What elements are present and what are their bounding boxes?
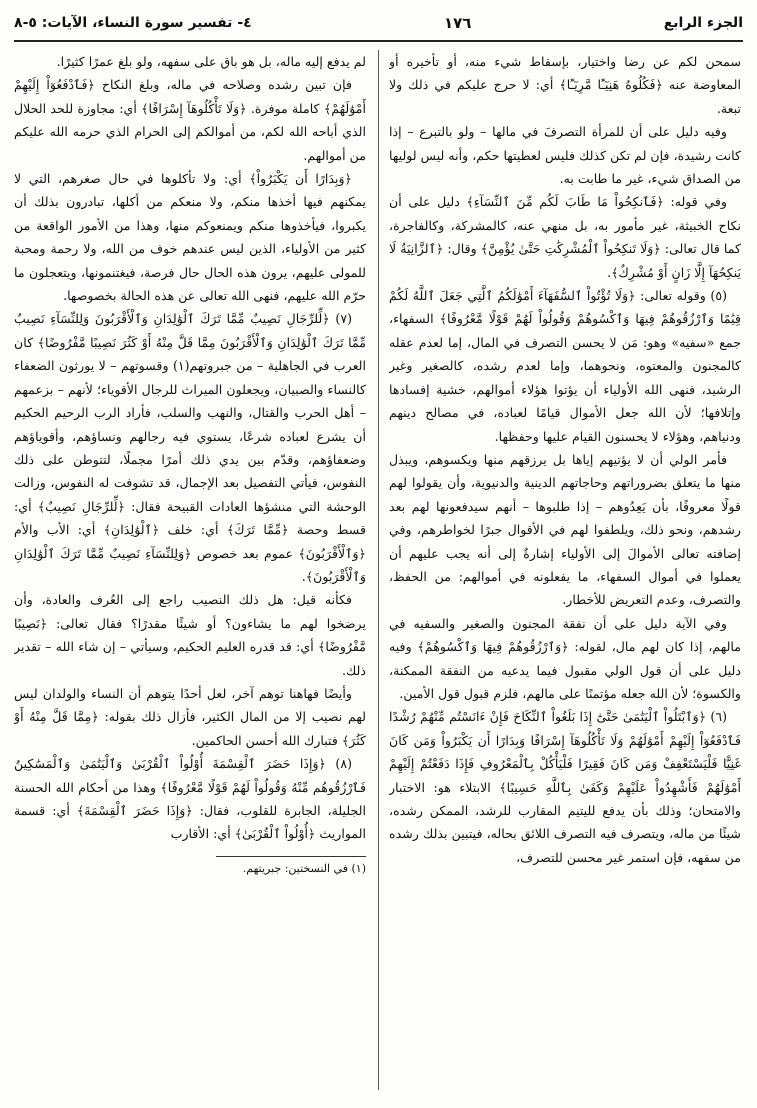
paragraph: (٧) ﴿لِّلرِّجَالِ نَصِيبٌ مِّمَّا تَرَكَ ٱلْوَٰلِدَانِ وَٱلْأَقْرَبُونَ وَلِلنِّسَآءِ نَصِيبٌ مِّمَّا تَرَكَ ٱلْوَٰلِدَانِ وَٱلْأَقْرَبُونَ مِمَّا قَلَّ مِنْهُ أَوْ كَثُرَ نَصِيبًا مَّفْرُوضًا﴾ كان العرب في الجاهلية – من جبروتهم(١) وقسوتهم – لا يورثون الضعفاء كالنساء والصبيان، ويجعلون الميراث للرجال الأقوياء؛ لأنهم – بزعمهم – أهل الحرب والقتال، والنهب والسلب، فأراد الرب الرحيم الحكيم أن يشرع لعباده شرعًا، يستوي فيه رجالهم ونساؤهم، وأقوياؤهم وضعفاؤهم، وقدّم بين يدي ذلك أمرًا مجملًا، لتتوطن على ذلك النفوس، فيأتي التفصيل بعد الإجمال، قد تشوفت له النفوس، وزالت الوحشة التي منشؤها العادات القبيحة فقال: ﴿لِّلرِّجَالِ نَصِيبٌ﴾ أي: قسط وحصة ﴿مِّمَّا تَرَكَ﴾ أي: خلف ﴿ٱلْوَٰلِدَانِ﴾ أي: الأب والأم ﴿وَٱلْأَقْرَبُونَ﴾ عموم بعد خصوص ﴿وَلِلنِّسَآءِ نَصِيبٌ مِّمَّا تَرَكَ ٱلْوَٰلِدَانِ وَٱلْأَقْرَبُونَ﴾. xyxy=(14,311,366,584)
footnote: (١) في النسختين: جبريتهم. xyxy=(242,861,366,875)
paragraph: وفي قوله: ﴿فَٱنكِحُواْ مَا طَابَ لَكُم مِّنَ ٱلنِّسَآءِ﴾ دليل على أن نكاح الخبيثة، غير مأمور به، بل منهي عنه، كالمشركة، وكالفاجرة، كما قال تعالى: ﴿وَلَا تَنكِحُواْ ٱلْمُشْرِكَٰتِ حَتَّىٰ يُؤْمِنَّ﴾ وقال: ﴿ٱلزَّانِيَةُ لَا يَنكِحُهَآ إِلَّا زَانٍ أَوْ مُشْرِكٌ﴾. xyxy=(389,194,741,280)
paragraph: وفي الآية دليل على أن نفقة المجنون والصغير والسفيه في مالهم، إذا كان لهم مال، لقوله: ﴿وَٱرْزُقُوهُمْ فِيهَا وَٱكْسُوهُمْ﴾ وفيه دليل على أن قول الولي مقبول فيما يدعيه من النفقة الممكنة، والكسوة؛ لأن الله جعله مؤتمنًا على مالهم، فلزم قبول قول الأمين. xyxy=(389,615,741,701)
running-title-left: ٤- تفسير سورة النساء، الآيات: ٥-٨ xyxy=(14,15,252,31)
column-divider xyxy=(378,50,379,1090)
paragraph: سمحن لكم عن رضا واختيار، بإسقاط شيء منه، أو تأخيره أو المعاوضة عنه ﴿فَكُلُوهُ هَنِيٓـًٔا مَّرِيٓـًٔا﴾ أي: لا حرج عليكم في ذلك ولا تبعة. xyxy=(389,54,741,116)
paragraph: (٨) ﴿وَإِذَا حَضَرَ ٱلْقِسْمَةَ أُوْلُواْ ٱلْقُرْبَىٰ وَٱلْيَتَٰمَىٰ وَٱلْمَسَٰكِينُ فَٱرْزُقُوهُم مِّنْهُ وَقُولُواْ لَهُمْ قَوْلًا مَّعْرُوفًا﴾ وهذا من أحكام الله الحسنة الجليلة، الجابرة للقلوب، فقال: ﴿وَإِذَا حَضَرَ ٱلْقِسْمَةَ﴾ أي: قسمة المواريث ﴿أُوْلُواْ ٱلْقُرْبَىٰ﴾ أي: الأقارب xyxy=(14,756,366,842)
paragraph: لم يدفع إليه ماله، بل هو باق على سفهه، ولو بلغ عمرًا كثيرًا. xyxy=(56,54,366,69)
page-number: ١٧٦ xyxy=(443,14,472,32)
paragraph: فإن تبين رشده وصلاحه في ماله، وبلغ النكاح ﴿فَٱدْفَعُوٓاْ إِلَيْهِمْ أَمْوَٰلَهُمْ﴾ كاملة موفرة. ﴿وَلَا تَأْكُلُوهَآ إِسْرَافًا﴾ أي: مجاوزة للحد الحلال الذي أباحه الله لكم، من أموالكم إلى الحرام الذي حرمه الله عليكم من أموالهم. xyxy=(14,77,366,163)
header-rule xyxy=(14,40,743,42)
paragraph: وفيه دليل على أن للمرأة التصرفَ في مالها – ولو بالتبرع – إذا كانت رشيدة، فإن لم تكن كذلك فليس لعطيتها حكم، وأنه ليس لوليها من الصداق شيء، غير ما طابت به. xyxy=(389,124,741,187)
left-column xyxy=(14,50,366,1090)
paragraph: (٦) ﴿وَٱبْتَلُواْ ٱلْيَتَٰمَىٰ حَتَّىٰٓ إِذَا بَلَغُواْ ٱلنِّكَاحَ فَإِنْ ءَانَسْتُم مِّنْهُمْ رُشْدًا فَٱدْفَعُوٓاْ إِلَيْهِمْ أَمْوَٰلَهُمْ وَلَا تَأْكُلُوهَآ إِسْرَافًا وَبِدَارًا أَن يَكْبَرُواْ وَمَن كَانَ غَنِيًّا فَلْيَسْتَعْفِفْ وَمَن كَانَ فَقِيرًا فَلْيَأْكُلْ بِٱلْمَعْرُوفِ فَإِذَا دَفَعْتُمْ إِلَيْهِمْ أَمْوَٰلَهُمْ فَأَشْهِدُواْ عَلَيْهِمْ وَكَفَىٰ بِٱللَّهِ حَسِيبًا﴾ الابتلاء هو: الاختبار والامتحان؛ وذلك بأن يدفع لليتيم المقارب للرشد، الممكن رشده، شيئًا من ماله، ويتصرف فيه التصرف اللائق بحاله، فيتبين بذلك رشده من سفهه، فإن استمر غير محسن للتصرف، xyxy=(389,709,741,865)
paragraph: فأمر الولي أن لا يؤتيهم إياها بل يرزقهم منها ويكسوهم، ويبذل منها ما يتعلق بضروراتهم وحاجاتهم الدينية والدنيوية، وأن يقولوا لهم قولًا معروفًا، بأن يَعِدُوهم – إذا طلبوها – أنهم سيدفعونها لهم بعد رشدهم، ونحو ذلك، ويلطفوا لهم في الأقوال جبرًا لخواطرهم، وفي إضافته تعالى الأموالَ إلى الأولياء إشارةٌ إلى أنه يجب عليهم أن يعملوا في أموال السفهاء، ما يفعلونه في أموالهم: من الحفظ، والتصرف، وعدم التعريض للأخطار. xyxy=(389,451,741,608)
paragraph: ﴿وَبِدَارًا أَن يَكْبَرُواْ﴾ أي: ولا تأكلوها في حال صغرهم، التي لا يمكنهم فيها أخذها منكم، ولا منعكم من أكلها، تبادرون بذلك أن يكبروا، فيأخذوها منكم ويمنعوكم منها، وهذا من الأمور الواقعة من كثير من الأولياء، الذين ليس عندهم خوف من الله، ولا رحمة ومحبة للمولى عليهم، يرون هذه الحال حال فرصة، فيغتنمونها، ويتعجلون ما حرّم الله عليهم، فنهى الله تعالى عن هذه الحالة بخصوصها. xyxy=(14,171,366,304)
page-header xyxy=(14,10,743,36)
paragraph: (٥) وقوله تعالى: ﴿وَلَا تُؤْتُواْ ٱلسُّفَهَآءَ أَمْوَٰلَكُمُ ٱلَّتِي جَعَلَ ٱللَّهُ لَكُمْ قِيَٰمًا وَٱرْزُقُوهُمْ فِيهَا وَٱكْسُوهُمْ وَقُولُواْ لَهُمْ قَوْلًا مَّعْرُوفًا﴾ السفهاء، جمع «سفيه» وهو: مَن لا يحسن التصرف في المال، إما لعدم عقله كالمجنون والمعتوه، ونحوهما، وإما لعدم رشده، كالصغير وغير الرشيد، فنهى الله الأولياء أن يؤتوا هؤلاء أموالهم، خشية إفسادها وإتلافها؛ لأن الله جعل الأموال قيامًا لعباده، في مصالح دينهم ودنياهم، وهؤلاء لا يحسنون القيام عليها وحفظها. xyxy=(389,288,741,444)
paragraph: وأيضًا فهاهنا توهم آخر، لعل أحدًا يتوهم أن النساء والولدان ليس لهم نصيب إلا من المال الكثير، فأزال ذلك بقوله: ﴿مِمَّا قَلَّ مِنْهُ أَوْ كَثُرَ﴾ فتبارك الله أحسن الحاكمين. xyxy=(14,685,366,748)
running-title-right: الجزء الرابع xyxy=(663,15,743,31)
right-column xyxy=(389,50,741,1090)
footnote-rule xyxy=(216,856,366,857)
paragraph: فكأنه قيل: هل ذلك النصيب راجع إلى العُرف والعادة، وأن يرضخوا لهم ما يشاءون؟ أو شيئًا مقدرًا؟ فقال تعالى: ﴿نَصِيبًا مَّفْرُوضًا﴾ أي: قد قدره العليم الحكيم، وسيأتي – إن شاء الله – تقدير ذلك. xyxy=(14,592,366,678)
